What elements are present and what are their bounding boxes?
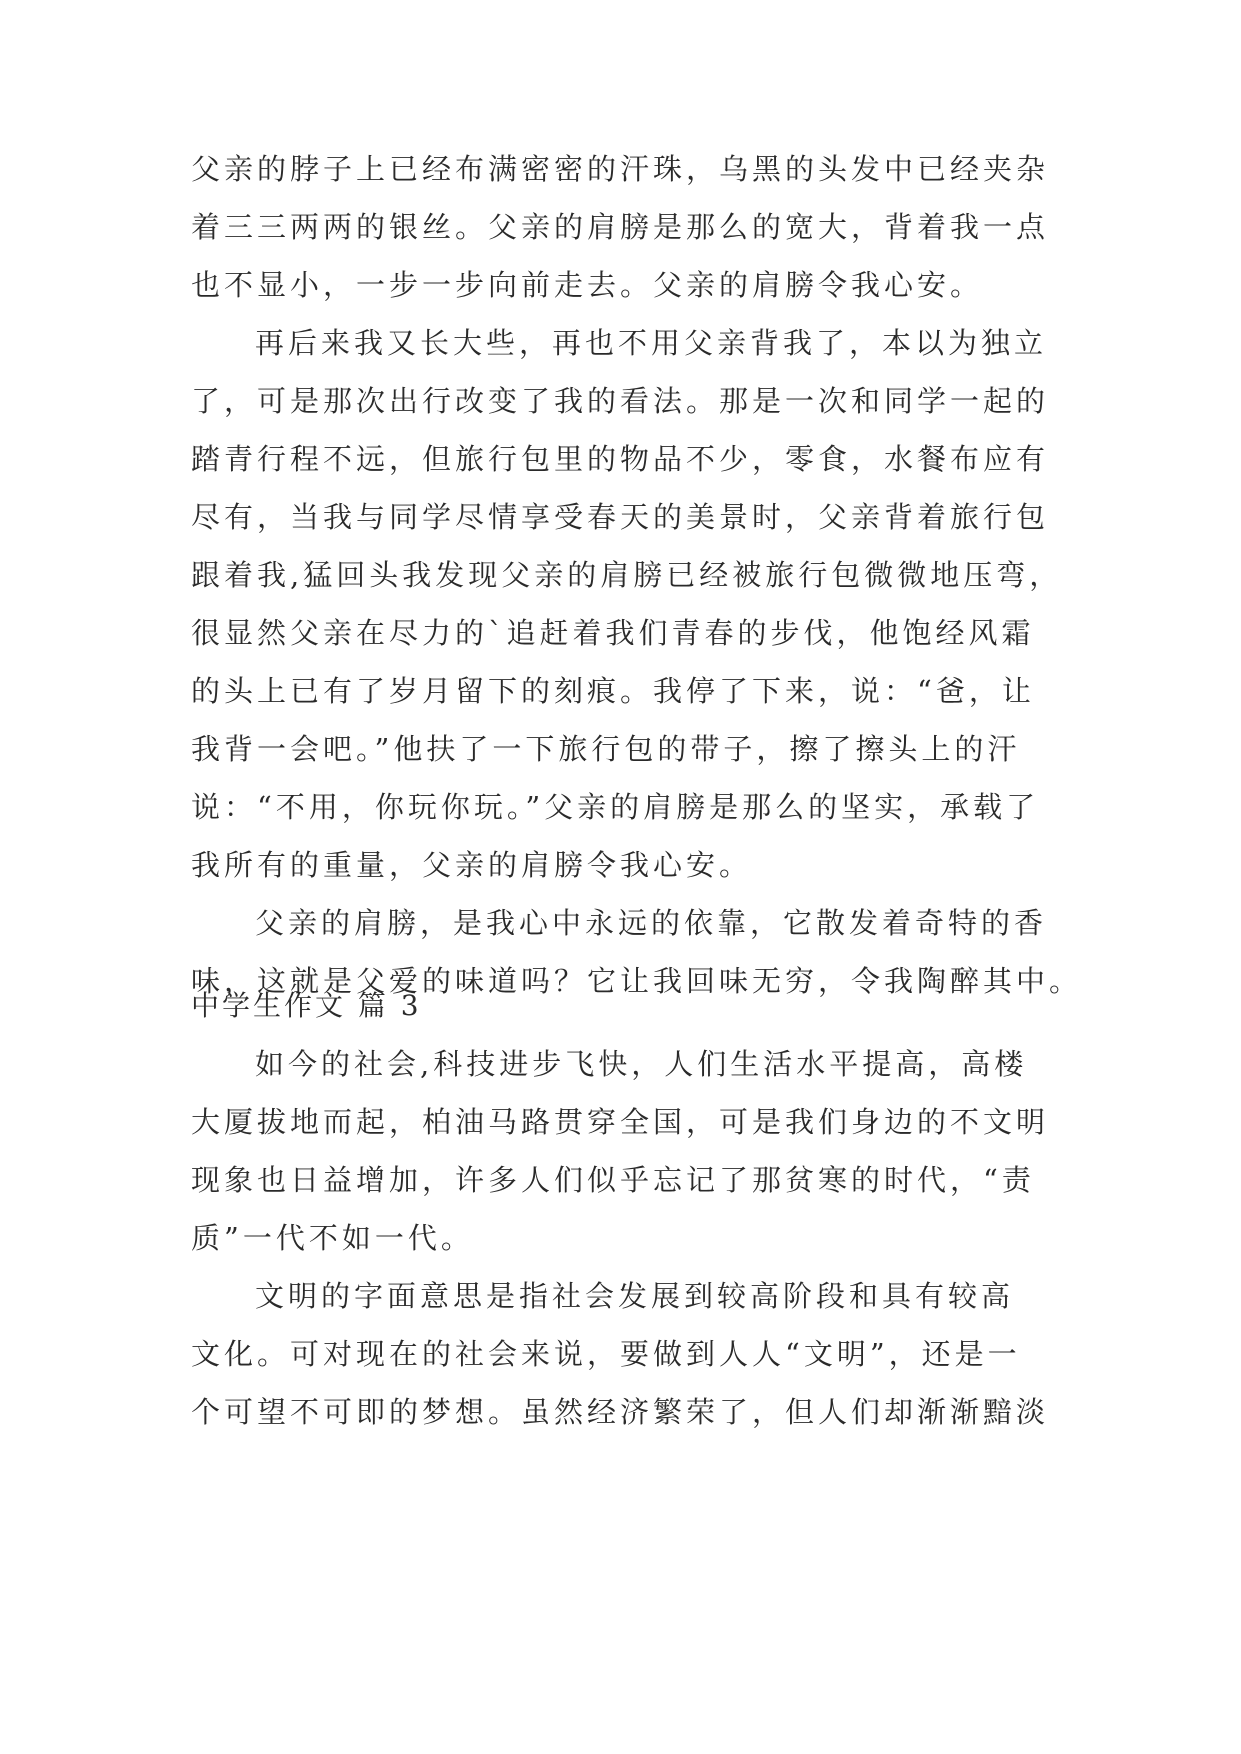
text-line: 我所有的重量，父亲的肩膀令我心安。: [191, 848, 753, 882]
text-line: 父亲的脖子上已经布满密密的汗珠，乌黑的头发中已经夹杂: [191, 152, 1050, 186]
text-line: 很显然父亲在尽力的`追赶着我们青春的步伐，他饱经风霜: [191, 616, 1035, 650]
text-line: 了，可是那次出行改变了我的看法。那是一次和同学一起的: [191, 384, 1050, 418]
paragraph: [191, 314, 1063, 894]
essay-section-3: [191, 977, 1051, 1441]
text-line: 大厦拔地而起，柏油马路贯穿全国，可是我们身边的不文明: [191, 1105, 1050, 1139]
text-line: 我背一会吧。”他扶了一下旅行包的带子，擦了擦头上的汗: [191, 732, 1021, 766]
text-line: 现象也日益增加，许多人们似乎忘记了那贫寒的时代，“责: [191, 1163, 1035, 1197]
text-line: 文明的字面意思是指社会发展到较高阶段和具有较高: [255, 1279, 1015, 1313]
text-line: 踏青行程不远，但旅行包里的物品不少，零食，水餐布应有: [191, 442, 1050, 476]
text-line: 如今的社会,科技进步飞快，人们生活水平提高，高楼: [255, 1047, 1028, 1081]
text-line: 个可望不可即的梦想。虽然经济繁荣了，但人们却渐渐黯淡: [191, 1395, 1050, 1429]
text-line: 质”一代不如一代。: [191, 1221, 474, 1255]
text-line: 文化。可对现在的社会来说，要做到人人“文明”，还是一: [191, 1337, 1021, 1371]
text-line: 说：“不用，你玩你玩。”父亲的肩膀是那么的坚实，承载了: [191, 790, 1040, 824]
text-line: 的头上已有了岁月留下的刻痕。我停了下来，说：“爸，让: [191, 674, 1035, 708]
text-line: 父亲的肩膀，是我心中永远的依靠，它散发着奇特的香: [255, 906, 1048, 940]
essay-section-continued: [191, 140, 1083, 1010]
text-line: 再后来我又长大些，再也不用父亲背我了，本以为独立: [255, 326, 1048, 360]
paragraph: [191, 1267, 1051, 1441]
text-line: 味，这就是父爱的味道吗？它让我回味无穷，令我陶醉其中。: [191, 964, 1083, 998]
text-line: 也不显小，一步一步向前走去。父亲的肩膀令我心安。: [191, 268, 984, 302]
text-line: 尽有，当我与同学尽情享受春天的美景时，父亲背着旅行包: [191, 500, 1050, 534]
text-line: 着三三两两的银丝。父亲的肩膀是那么的宽大，背着我一点: [191, 210, 1050, 244]
text-line: 跟着我,猛回头我发现父亲的肩膀已经被旅行包微微地压弯，: [191, 558, 1063, 592]
paragraph: [191, 140, 1051, 314]
section-heading: 中学生作文 篇 3: [191, 989, 422, 1022]
paragraph: [191, 1035, 1051, 1267]
